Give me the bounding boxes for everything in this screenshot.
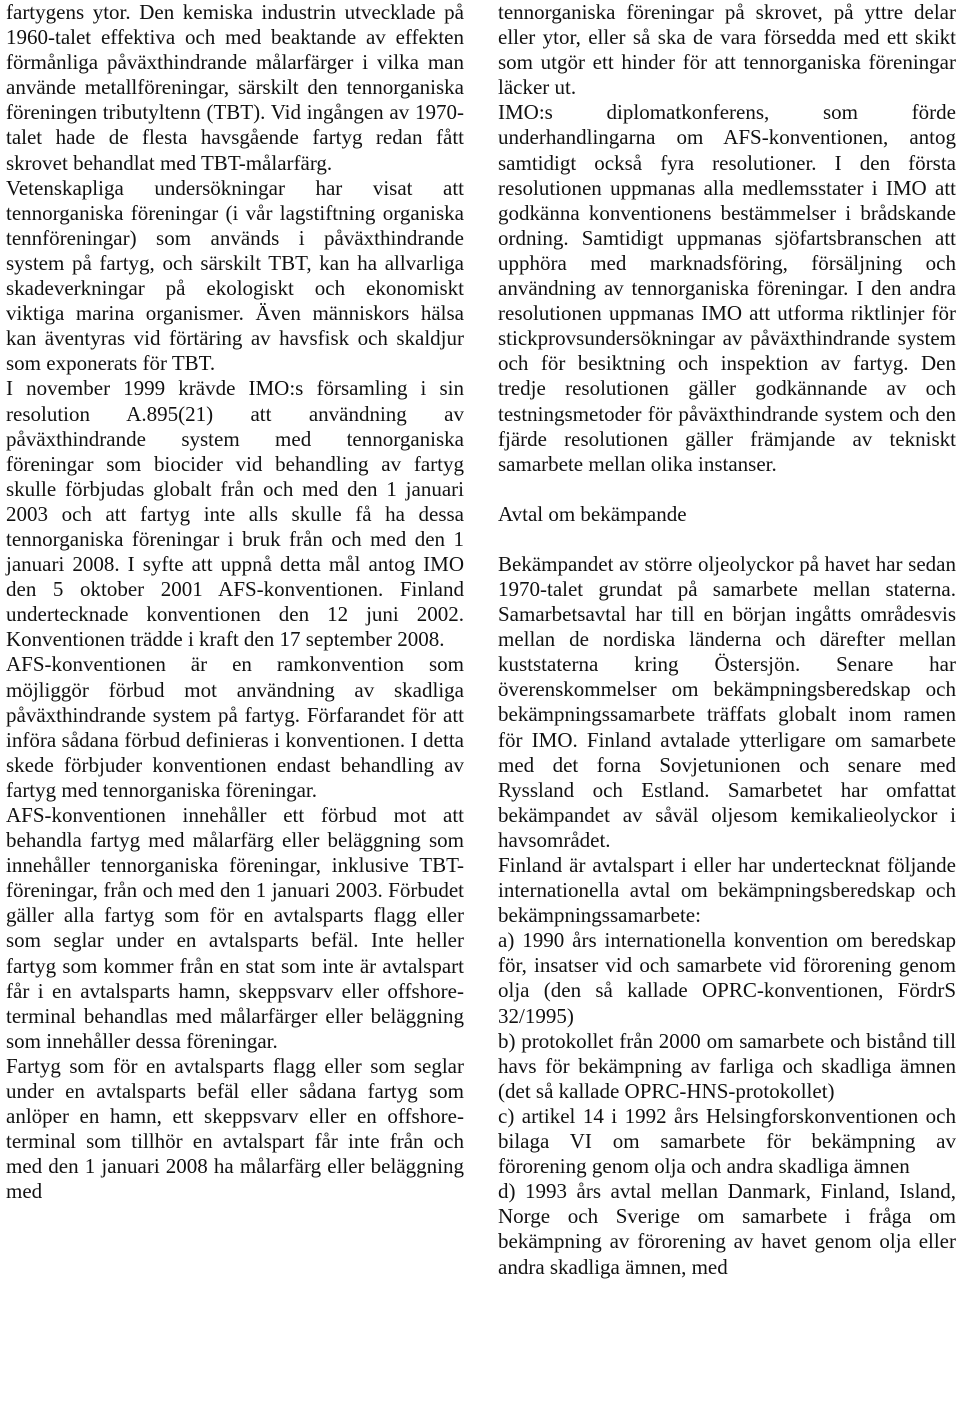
- paragraph-coating-ban: Fartyg som för en avtalsparts flagg eller som seglar under en avtalsparts befäl eller sådana fartyg som anlöper en hamn, ett skeppsvarv eller en offshore-terminal som tillhör en avtalspart får inte från och med den 1 januari 2008 ha målarfärg eller beläggning med: [6, 1053, 464, 1204]
- list-item-a: a) 1990 års internationella konvention om beredskap för, insatser vid och samarbete vid förorening genom olja (den så kallade OPRC-konventionen, FördrS 32/1995): [498, 928, 956, 1028]
- paragraph-cooperation-history: Bekämpandet av större oljeolyckor på havet har sedan 1970-talet grundat på samarbete mellan staterna. Samarbetsavtal har till en början ingåtts områdesvis mellan de nordiska länderna och därefter mellan kuststaterna kring Östersjön. Senare har överenskommelser om bekämpningsberedskap och bekämpningssamarbete träffats globalt inom ramen för IMO. Finland avtalade ytterligare om samarbete med det forna Sovjetunionen och senare med Ryssland och Estland. Samarbetet har omfattat bekämpandet av såväl oljesom kemikalieolyckor i havsområdet.: [498, 551, 956, 852]
- paragraph-diplomatic-conference: IMO:s diplomatkonferens, som förde underhandlingarna om AFS-konventionen, antog samtidigt också fyra resolutioner. I den första resolutionen uppmanas alla medlemsstater i IMO att godkänna konventionens bestämmelser i brådskande ordning. Samtidigt uppmanas sjöfartsbranschen att upphöra med marknadsföring, försäljning och användning av tennorganiska föreningar. I den andra resolutionen uppmanas IMO att utforma riktlinjer för stickprovsundersökningar av påväxthindrande system och för besiktning och inspektion av fartyg. Den tredje resolutionen gäller godkännande av och testningsmetoder för påväxthindrande system och den fjärde resolutionen gäller främjande av tekniskt samarbete mellan olika instanser.: [498, 100, 956, 476]
- left-column: [6, 0, 464, 1412]
- paragraph-tbt-history: fartygens ytor. Den kemiska industrin utvecklade på 1960-talet effektiva och med beaktande av effekten förmånliga påväxthindrande målarfärger i vilka man använde metallföreningar, särskilt den tennorganiska föreningen tributyltenn (TBT). Vid ingången av 1970-talet hade de flesta havsgående fartyg redan fått skrovet behandlat med TBT-målarfärg.: [6, 0, 464, 175]
- list-item-c: c) artikel 14 i 1992 års Helsingforskonventionen och bilaga VI om samarbete för bekämpning av förorening genom olja och andra skadliga ämnen: [498, 1103, 956, 1179]
- document-page: [6, 0, 956, 1412]
- paragraph-scientific-studies: Vetenskapliga undersökningar har visat att tennorganiska föreningar (i vår lagstiftning organiska tennföreningar) som används i påväxthindrande system på fartyg, och särskilt TBT, kan ha allvarliga skadeverkningar på ekologiskt och ekonomiskt viktiga marina organismer. Även människors hälsa kan äventyras vid förtäring av havsfisk och skaldjur som exponerats för TBT.: [6, 175, 464, 376]
- list-item-b: b) protokollet från 2000 om samarbete och bistånd till havs för bekämpning av farliga och skadliga ämnen (det så kallade OPRC-HNS-protokollet): [498, 1028, 956, 1103]
- paragraph-coating-continued: tennorganiska föreningar på skrovet, på yttre delar eller ytor, eller så ska de vara försedda med ett skikt som utgör ett hinder för att tennorganiska föreningar läcker ut.: [498, 0, 956, 100]
- paragraph-treatment-ban: AFS-konventionen innehåller ett förbud mot att behandla fartyg med målarfärg eller beläggning som innehåller tennorganiska föreningar, inklusive TBT-föreningar, från och med den 1 januari 2003. Förbudet gäller alla fartyg som för en avtalsparts flagg eller som seglar under en avtalsparts befäl. Inte heller fartyg som kommer från en stat som inte är avtalspart får i en avtalsparts hamn, skeppsvarv eller offshore-terminal behandlas med målarfärger eller beläggning som innehåller dessa föreningar.: [6, 803, 464, 1053]
- paragraph-imo-resolution: I november 1999 krävde IMO:s församling i sin resolution A.895(21) att användning av påväxthindrande system med tennorganiska föreningar som biocider vid behandling av fartyg skulle förbjudas globalt från och med den 1 januari 2003 och att fartyg inte alls skulle få ha dessa tennorganiska föreningar i bruk från och med den 1 januari 2008. I syfte att uppnå detta mål antog IMO den 5 oktober 2001 AFS-konventionen. Finland undertecknade konventionen den 12 juni 2002. Konventionen trädde i kraft den 17 september 2008.: [6, 376, 464, 652]
- right-column: [498, 0, 956, 1412]
- list-item-d: d) 1993 års avtal mellan Danmark, Finland, Island, Norge och Sverige om samarbete i fråga om bekämpning av förorening av havet genom olja eller andra skadliga ämnen, med: [498, 1179, 956, 1279]
- paragraph-agreements-intro: Finland är avtalspart i eller har undertecknat följande internationella avtal om bekämpningsberedskap och bekämpningssamarbete:: [498, 853, 956, 928]
- paragraph-framework-convention: AFS-konventionen är en ramkonvention som möjliggör förbud mot användning av skadliga påväxthindrande system på fartyg. Förfarandet för att införa sådana förbud definieras i konventionen. I detta skede förbjuder konventionen endast behandling av fartyg med tennorganiska föreningar.: [6, 652, 464, 802]
- section-heading: Avtal om bekämpande: [498, 501, 687, 526]
